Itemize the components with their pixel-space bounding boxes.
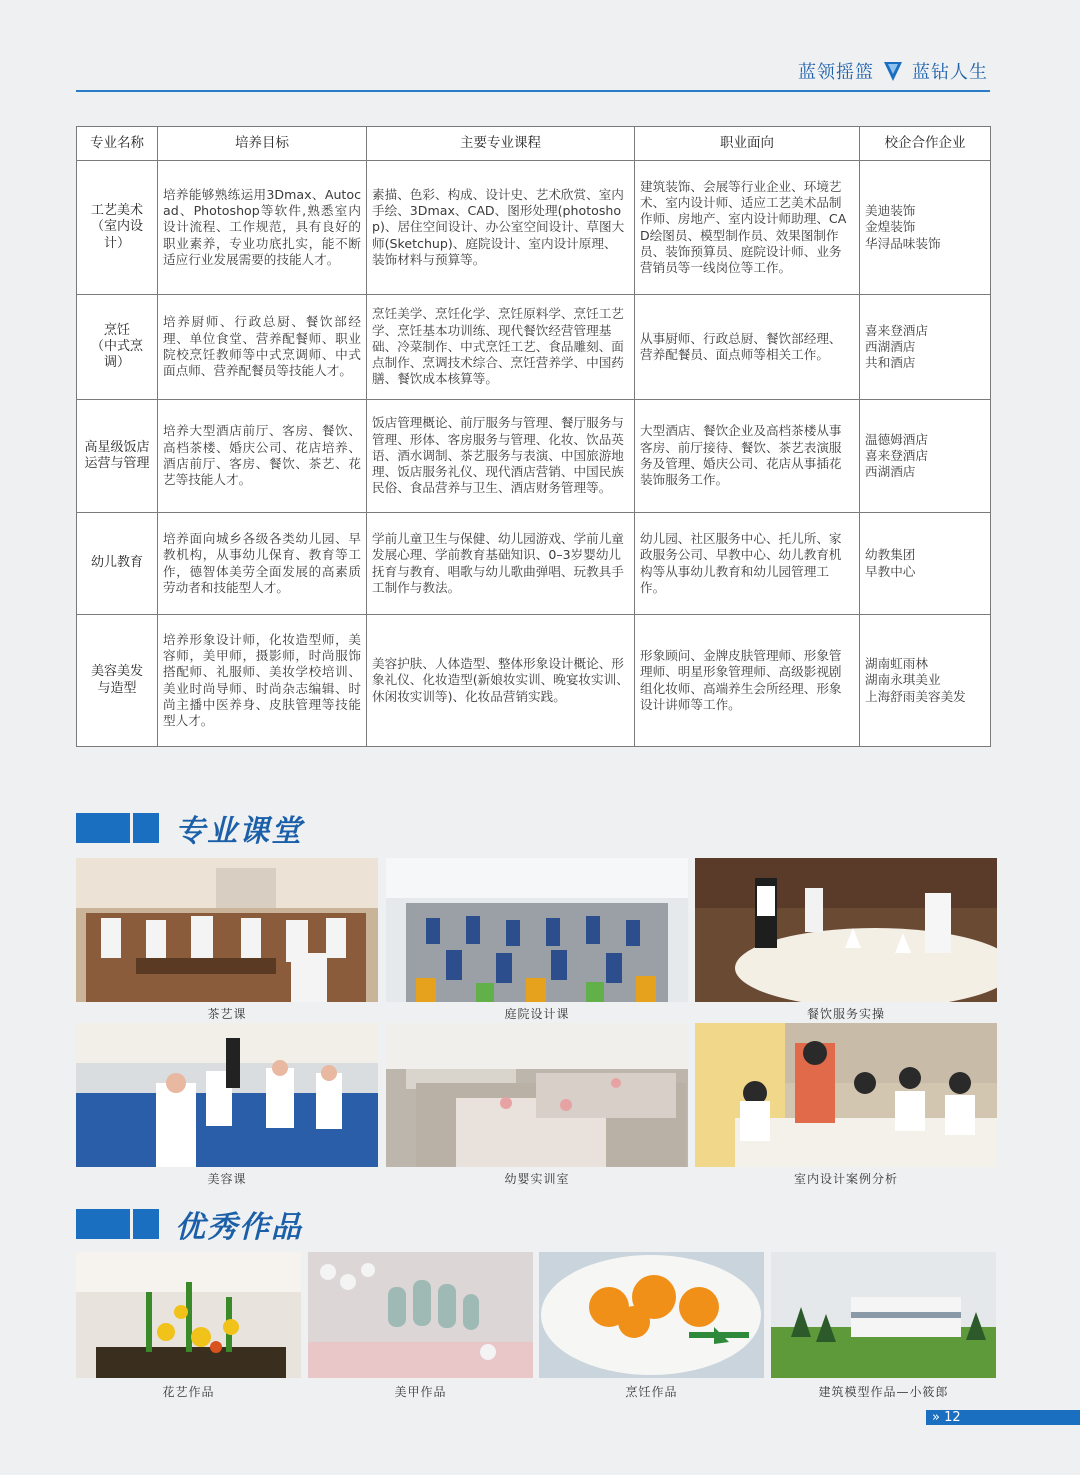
infant-training-room-photo bbox=[386, 1023, 688, 1167]
heading-bar-decoration bbox=[76, 1209, 130, 1239]
photo-caption: 美容课 bbox=[207, 1172, 247, 1186]
table-row bbox=[77, 513, 991, 615]
page-number: » 12 bbox=[926, 1410, 1080, 1425]
works-title: 优秀作品 bbox=[175, 1210, 303, 1245]
photo-caption: 建筑模型作品—小筱郎 bbox=[818, 1385, 949, 1399]
slogan-right: 蓝钻人生 bbox=[912, 62, 988, 83]
table-row bbox=[77, 161, 991, 295]
major-goal: 培养厨师、行政总厨、餐饮部经理、单位食堂、营养配餐师、职业院校烹饪教师等中式烹调师、中式面点师、营养配餐员等技能人才。 bbox=[158, 295, 367, 400]
major-partners: 喜来登酒店 西湖酒店 共和酒店 bbox=[860, 295, 991, 400]
photo-caption: 室内设计案例分析 bbox=[793, 1172, 898, 1186]
major-name: 美容美发 与造型 bbox=[77, 615, 158, 747]
header-goal: 培养目标 bbox=[158, 127, 367, 161]
header-courses: 主要专业课程 bbox=[367, 127, 635, 161]
major-careers: 幼儿园、社区服务中心、托儿所、家政服务公司、早教中心、幼儿教育机构等从事幼儿教育和幼儿园管理工作。 bbox=[635, 513, 860, 615]
table-row bbox=[77, 615, 991, 747]
header-divider bbox=[76, 90, 990, 92]
photo-caption: 庭院设计课 bbox=[504, 1007, 570, 1021]
table-header-row bbox=[77, 127, 991, 161]
major-name: 幼儿教育 bbox=[77, 513, 158, 615]
design-case-study-photo bbox=[695, 1023, 997, 1167]
major-name: 工艺美术 （室内设计） bbox=[77, 161, 158, 295]
culinary-dish-photo bbox=[539, 1252, 764, 1378]
heading-bar-decoration bbox=[76, 813, 130, 843]
majors-table bbox=[76, 126, 991, 747]
photo-caption: 花艺作品 bbox=[162, 1385, 215, 1399]
classroom-title: 专业课堂 bbox=[175, 814, 303, 849]
photo-caption: 幼婴实训室 bbox=[504, 1172, 570, 1186]
tea-class-photo bbox=[76, 858, 378, 1002]
major-goal: 培养大型酒店前厅、客房、餐饮、高档茶楼、婚庆公司、花店培养、酒店前厅、客房、餐饮、茶艺、花艺等技能人才。 bbox=[158, 400, 367, 513]
photo-caption: 美甲作品 bbox=[394, 1385, 447, 1399]
major-goal: 培养形象设计师，化妆造型师，美容师，美甲师，摄影师，时尚服饰搭配师、礼服师、美妆学校培训、美业时尚导师、时尚杂志编辑、时尚主播中医养身、皮肤管理等技能型人才。 bbox=[158, 615, 367, 747]
works-section-heading bbox=[76, 1202, 303, 1246]
major-courses: 学前儿童卫生与保健、幼儿园游戏、学前儿童发展心理、学前教育基础知识、0–3岁婴幼儿抚育与教育、唱歌与幼儿歌曲弹唱、玩教具手工制作与教法。 bbox=[367, 513, 635, 615]
slogan-left: 蓝领摇篮 bbox=[798, 62, 874, 83]
floral-art-photo bbox=[76, 1252, 301, 1378]
major-courses: 素描、色彩、构成、设计史、艺术欣赏、室内手绘、3Dmax、CAD、图形处理(photoshop)、居住空间设计、办公室空间设计、草图大师(Sketchup)、庭院设计、室内设计原理、装饰材料与预算等。 bbox=[367, 161, 635, 295]
major-courses: 烹饪美学、烹饪化学、烹饪原料学、烹饪工艺学、烹饪基本功训练、现代餐饮经营管理基础、冷菜制作、中式烹饪工艺、食品雕刻、面点制作、烹调技术综合、烹饪营养学、中国药膳、餐饮成本核算等。 bbox=[367, 295, 635, 400]
heading-bar-decoration bbox=[133, 813, 159, 843]
classroom-section-heading bbox=[76, 806, 303, 850]
photo-caption: 茶艺课 bbox=[207, 1007, 247, 1021]
nail-art-photo bbox=[308, 1252, 533, 1378]
photo-caption: 餐饮服务实操 bbox=[806, 1007, 885, 1021]
photo-caption: 烹饪作品 bbox=[625, 1385, 678, 1399]
brand-slogan bbox=[798, 58, 988, 84]
major-partners: 美迪装饰 金煌装饰 华浔品味装饰 bbox=[860, 161, 991, 295]
major-partners: 温德姆酒店 喜来登酒店 西湖酒店 bbox=[860, 400, 991, 513]
major-name: 烹饪 （中式烹调） bbox=[77, 295, 158, 400]
major-careers: 大型酒店、餐饮企业及高档茶楼从事客房、前厅接待、餐饮、茶艺表演服务及管理、婚庆公司、花店从事插花装饰服务工作。 bbox=[635, 400, 860, 513]
major-careers: 建筑装饰、会展等行业企业、环境艺术、室内设计师、适应工艺美术品制作师、房地产、室内设计师助理、CAD绘图员、模型制作员、效果图制作员、装饰预算员、庭院设计师、业务营销员等一线岗位等工作。 bbox=[635, 161, 860, 295]
table-row bbox=[77, 400, 991, 513]
beauty-class-photo bbox=[76, 1023, 378, 1167]
computer-lab-photo bbox=[386, 858, 688, 1002]
diamond-v-logo-icon bbox=[882, 60, 904, 82]
major-partners: 幼教集团 早教中心 bbox=[860, 513, 991, 615]
major-courses: 饭店管理概论、前厅服务与管理、餐厅服务与管理、形体、客房服务与管理、化妆、饮品英语、酒水调制、茶艺服务与表演、中国旅游地理、饭店服务礼仪、现代酒店营销、中国民族民俗、食品营养与卫生、酒店财务管理等。 bbox=[367, 400, 635, 513]
major-partners: 湖南虹雨林 湖南永琪美业 上海舒雨美容美发 bbox=[860, 615, 991, 747]
header-partners: 校企合作企业 bbox=[860, 127, 991, 161]
major-goal: 培养能够熟练运用3Dmax、Autocad、Photoshop等软件,熟悉室内设计流程、工作规范，具有良好的职业素养，专业功底扎实，能不断适应行业发展需要的技能人才。 bbox=[158, 161, 367, 295]
header-major-name: 专业名称 bbox=[77, 127, 158, 161]
banquet-service-photo bbox=[695, 858, 997, 1002]
major-careers: 形象顾问、金牌皮肤管理师、形象管理师、明星形象管理师、高级影视剧组化妆师、高端养生会所经理、形象设计讲师等工作。 bbox=[635, 615, 860, 747]
header-careers: 职业面向 bbox=[635, 127, 860, 161]
major-careers: 从事厨师、行政总厨、餐饮部经理、营养配餐员、面点师等相关工作。 bbox=[635, 295, 860, 400]
major-name: 高星级饭店 运营与管理 bbox=[77, 400, 158, 513]
major-goal: 培养面向城乡各级各类幼儿园、早教机构，从事幼儿保育、教育等工作，德智体美劳全面发展的高素质劳动者和技能型人才。 bbox=[158, 513, 367, 615]
heading-bar-decoration bbox=[133, 1209, 159, 1239]
major-courses: 美容护肤、人体造型、整体形象设计概论、形象礼仪、化妆造型(新娘妆实训、晚宴妆实训、休闲妆实训等)、化妆品营销实践。 bbox=[367, 615, 635, 747]
table-row bbox=[77, 295, 991, 400]
architecture-model-photo bbox=[771, 1252, 996, 1378]
